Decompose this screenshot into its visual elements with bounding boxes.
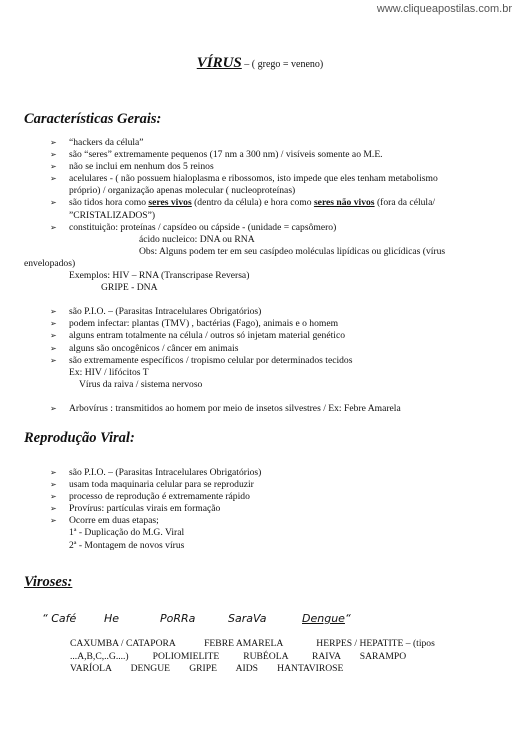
- watermark: www.cliqueapostilas.com.br: [376, 3, 512, 15]
- arrow-bullet-icon: ➢: [50, 355, 57, 365]
- mnemonic-word: He: [104, 612, 120, 625]
- arrow-bullet-icon: ➢: [50, 468, 57, 477]
- list-item: ➢ Arbovírus : transmitidos ao homem por meio de insetos silvestres / Ex: Febre Amarela: [50, 402, 401, 414]
- mnemonic-word: Dengue: [302, 612, 345, 625]
- emphasis-seres-vivos: seres vivos: [148, 197, 192, 209]
- arrow-bullet-icon: ➢: [50, 516, 57, 526]
- list-item: ➢ “hackers da célula”: [50, 137, 144, 148]
- list-item-continuation: 1ª - Duplicação do M.G. Viral: [69, 527, 185, 539]
- list-item: ➢ acelulares - ( não possuem hialoplasma e ribossomos, isto impede que eles tenham metabolismo próprio) / organização apenas molecular ( nucleoproteínas): [50, 173, 505, 197]
- viroses-list: [70, 638, 470, 676]
- list-item: ➢ Provírus: partículas virais em formação: [50, 503, 221, 515]
- page-title: [0, 55, 520, 72]
- list-item-continuation: Vírus da raiva / sistema nervoso: [79, 378, 203, 390]
- viroses-line: VARÍOLA DENGUE GRIPE AIDS HANTAVIROSE: [70, 663, 344, 675]
- list-item: ➢ alguns são oncogênicos / câncer em animais: [50, 342, 239, 354]
- list-item: ➢ constituição: proteínas / capsídeo ou cápside - (unidade = capsômero) ácido nucleico: DNA ou RNA Obs: Alguns podem ter em seu casípdeo moléculas lipídicas ou glicídicas (vírus envelopados) Exemplos: HIV – RNA (Transcripase Reversa) GRIPE - DNA: [50, 222, 505, 295]
- list-item-continuation: Ex: HIV / lifócitos T: [69, 366, 149, 378]
- mnemonic-line: [42, 612, 351, 625]
- spacer: [50, 391, 505, 403]
- list-item-continuation: Obs: Alguns podem ter em seu casípdeo moléculas lipídicas ou glicídicas (vírus: [139, 245, 446, 257]
- arrow-bullet-icon: ➢: [50, 162, 57, 172]
- arrow-bullet-icon: ➢: [50, 307, 57, 317]
- arrow-bullet-icon: ➢: [50, 331, 57, 341]
- section-heading-reproducao: Reprodução Viral:: [24, 430, 135, 446]
- list-item: ➢ são “seres” extremamente pequenos (17 nm a 300 nm) / visíveis somente ao M.E.: [50, 149, 383, 161]
- viroses-line: ...A,B,C,..G....) POLIOMIELITE RUBÉOLA RAIVA SARAMPO: [70, 650, 407, 662]
- list-item: ➢ são P.I.O. – (Parasitas Intracelulares Obrigatórios): [50, 467, 262, 478]
- list-item-continuation: GRIPE - DNA: [101, 282, 158, 294]
- arrow-bullet-icon: ➢: [50, 319, 57, 329]
- spacer: [50, 294, 505, 306]
- arrow-bullet-icon: ➢: [50, 480, 57, 490]
- mnemonic-word: PoRRa: [160, 612, 196, 625]
- list-item: ➢ não se inclui em nenhum dos 5 reinos: [50, 161, 214, 173]
- arrow-bullet-icon: ➢: [50, 138, 57, 147]
- arrow-bullet-icon: ➢: [50, 343, 57, 353]
- list-item: ➢ são tidos hora como seres vivos (dentro da célula) e hora como seres não vivos (fora da célula/ ”CRISTALIZADOS”): [50, 197, 505, 221]
- arrow-bullet-icon: ➢: [50, 403, 57, 413]
- list-item-continuation: envelopados): [24, 257, 76, 269]
- mnemonic-word: SaraVa: [228, 612, 267, 625]
- arrow-bullet-icon: ➢: [50, 492, 57, 502]
- list-item-continuation: Exemplos: HIV – RNA (Transcripase Reversa): [69, 270, 250, 282]
- list-item: ➢ são P.I.O. – (Parasitas Intracelulares Obrigatórios): [50, 306, 262, 318]
- arrow-bullet-icon: ➢: [50, 504, 57, 514]
- section-heading-caracteristicas: Características Gerais:: [24, 111, 162, 127]
- title-main: VÍRUS: [196, 55, 242, 71]
- list-item-continuation: próprio) / organização apenas molecular ( nucleoproteínas): [69, 185, 296, 197]
- mnemonic-word: “ Café: [42, 612, 77, 625]
- list-item: ➢ processo de reprodução é extremamente rápido: [50, 491, 250, 503]
- list-item-continuation: ácido nucleico: DNA ou RNA: [139, 233, 255, 245]
- list-item: ➢ podem infectar: plantas (TMV) , bactérias (Fago), animais e o homem: [50, 318, 339, 330]
- list-item: ➢ Ocorre em duas etapas; 1ª - Duplicação do M.G. Viral 2ª - Montagem de novos vírus: [50, 515, 505, 551]
- section-heading-viroses: Viroses:: [24, 574, 73, 590]
- arrow-bullet-icon: ➢: [50, 174, 57, 184]
- viroses-line: CAXUMBA / CATAPORA FEBRE AMARELA HERPES / HEPATITE – (tipos: [70, 638, 435, 649]
- emphasis-seres-nao-vivos: seres não vivos: [313, 197, 375, 209]
- mnemonic-word: “: [344, 612, 351, 625]
- list-item: ➢ são extremamente específicos / tropismo celular por determinados tecidos Ex: HIV / lifócitos T Vírus da raiva / sistema nervoso: [50, 355, 505, 391]
- list-item: ➢ alguns entram totalmente na célula / outros só injetam material genético: [50, 330, 345, 342]
- arrow-bullet-icon: ➢: [50, 222, 57, 232]
- characteristics-list: [24, 137, 505, 415]
- list-item: ➢ usam toda maquinaria celular para se reproduzir: [50, 479, 254, 491]
- arrow-bullet-icon: ➢: [50, 150, 57, 160]
- reproduction-list: [50, 467, 505, 552]
- arrow-bullet-icon: ➢: [50, 198, 57, 208]
- list-item-continuation: ”CRISTALIZADOS”): [69, 209, 156, 221]
- list-item-continuation: 2ª - Montagem de novos vírus: [69, 539, 185, 551]
- title-rest: – ( grego = veneno): [241, 59, 324, 70]
